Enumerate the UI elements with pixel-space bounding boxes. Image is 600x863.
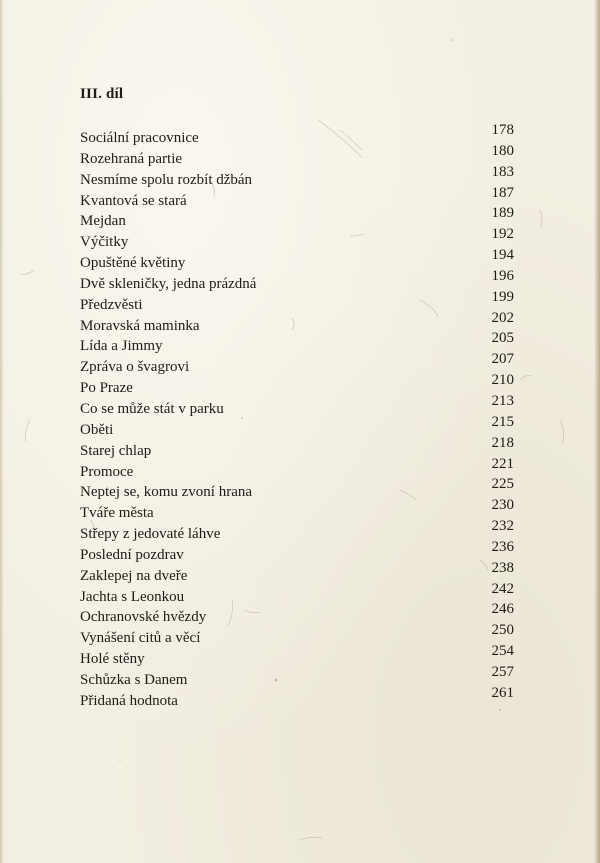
toc-entry — [80, 559, 514, 585]
toc-entry — [80, 538, 514, 564]
toc-entry-page-number: 225 — [491, 476, 514, 493]
toc-entry-title: Rozehraná partie — [80, 150, 183, 167]
toc-entry-page-number: 207 — [491, 351, 514, 368]
toc-entry-page-number: 183 — [491, 163, 514, 180]
toc-entry — [80, 684, 514, 710]
toc-entry — [80, 413, 514, 439]
toc-entry — [80, 601, 514, 626]
toc-entry — [80, 497, 514, 522]
toc-entry-title: Moravská maminka — [80, 317, 200, 334]
table-of-contents — [80, 122, 514, 710]
toc-entry — [80, 226, 514, 251]
toc-entry — [80, 372, 514, 397]
toc-entry — [80, 622, 514, 647]
toc-entry-page-number: 257 — [491, 663, 514, 680]
toc-entry-title: Oběti — [80, 421, 114, 438]
toc-entry-title: Sociální pracovnice — [80, 130, 199, 146]
toc-entry-title: Promoce — [80, 463, 134, 480]
toc-entry — [80, 518, 514, 543]
toc-entry — [80, 142, 514, 168]
toc-entry-title: Starej chlap — [80, 442, 152, 459]
toc-entry — [80, 455, 514, 481]
toc-entry-title: Předzvěsti — [80, 296, 143, 313]
toc-entry-page-number: 194 — [491, 247, 514, 264]
toc-entry-page-number: 230 — [491, 497, 514, 514]
toc-entry-title: Dvě skleničky, jedna prázdná — [80, 275, 257, 292]
toc-entry — [80, 330, 514, 355]
toc-entry — [80, 351, 514, 376]
toc-entry — [80, 434, 514, 460]
toc-entry — [80, 122, 514, 147]
toc-entry-page-number: 261 — [491, 684, 514, 701]
toc-entry — [80, 288, 514, 314]
toc-entry-page-number: 242 — [491, 580, 514, 597]
toc-entry-title: Opuštěné květiny — [80, 255, 186, 272]
toc-entry-title: Poslední pozdrav — [80, 546, 184, 563]
toc-entry-title: Neptej se, komu zvoní hrana — [80, 484, 253, 501]
toc-entry-page-number: 202 — [491, 309, 514, 326]
toc-entry-page-number: 189 — [491, 205, 514, 222]
toc-entry-page-number: 221 — [491, 455, 514, 472]
toc-entry-page-number: 196 — [491, 267, 514, 284]
toc-entry-page-number: 232 — [491, 518, 514, 535]
toc-entry-page-number: 213 — [491, 392, 514, 409]
toc-entry-title: Schůzka s Danem — [80, 671, 188, 688]
toc-entry-title: Zaklepej na dveře — [80, 567, 188, 584]
toc-entry-page-number: 254 — [491, 643, 514, 660]
toc-entry-title: Co se může stát v parku — [80, 400, 224, 417]
toc-entry-page-number: 205 — [491, 330, 514, 347]
toc-entry-page-number: 187 — [491, 184, 514, 201]
toc-entry — [80, 580, 514, 606]
toc-entry-title: Po Praze — [80, 380, 133, 397]
toc-entry-title: Vynášení citů a věcí — [80, 630, 201, 647]
toc-entry — [80, 476, 514, 501]
toc-entry-page-number: 180 — [491, 142, 514, 159]
toc-entry-title: Holé stěny — [80, 651, 145, 668]
toc-entry — [80, 309, 514, 335]
toc-entry-page-number: 236 — [491, 538, 514, 555]
toc-entry-title: Kvantová se stará — [80, 192, 187, 209]
page-edge-left — [0, 0, 4, 863]
toc-entry-page-number: 215 — [491, 413, 514, 430]
toc-entry — [80, 267, 514, 293]
toc-entry-page-number: 218 — [491, 434, 514, 451]
page-edge-right — [594, 0, 600, 863]
toc-entry-title: Přidaná hodnota — [80, 692, 178, 709]
toc-entry — [80, 163, 514, 189]
toc-entry-page-number: 250 — [491, 622, 514, 639]
toc-entry-title: Zpráva o švagrovi — [80, 359, 190, 376]
toc-entry — [80, 643, 514, 668]
toc-entry — [80, 392, 514, 418]
toc-entry — [80, 184, 514, 210]
toc-entry-page-number: 210 — [491, 372, 514, 389]
toc-entry-title: Výčitky — [80, 234, 129, 251]
toc-entry-page-number: 199 — [491, 288, 514, 305]
toc-entry-page-number: 192 — [491, 226, 514, 243]
toc-entry — [80, 247, 514, 272]
section-heading: III. díl — [80, 86, 124, 102]
toc-entry-page-number: 246 — [491, 601, 514, 618]
toc-entry-title: Lída a Jimmy — [80, 338, 163, 355]
toc-entry-title: Střepy z jedovaté láhve — [80, 526, 221, 543]
toc-entry-title: Tváře města — [80, 505, 154, 522]
toc-entry-title: Jachta s Leonkou — [80, 588, 185, 605]
toc-entry — [80, 205, 514, 230]
toc-entry-title: Ochranovské hvězdy — [80, 609, 207, 626]
toc-entry — [80, 663, 514, 689]
toc-entry-title: Mejdan — [80, 213, 126, 230]
toc-entry-page-number: 178 — [491, 122, 514, 138]
toc-entry-page-number: 238 — [491, 559, 514, 576]
toc-entry-title: Nesmíme spolu rozbít džbán — [80, 171, 253, 188]
